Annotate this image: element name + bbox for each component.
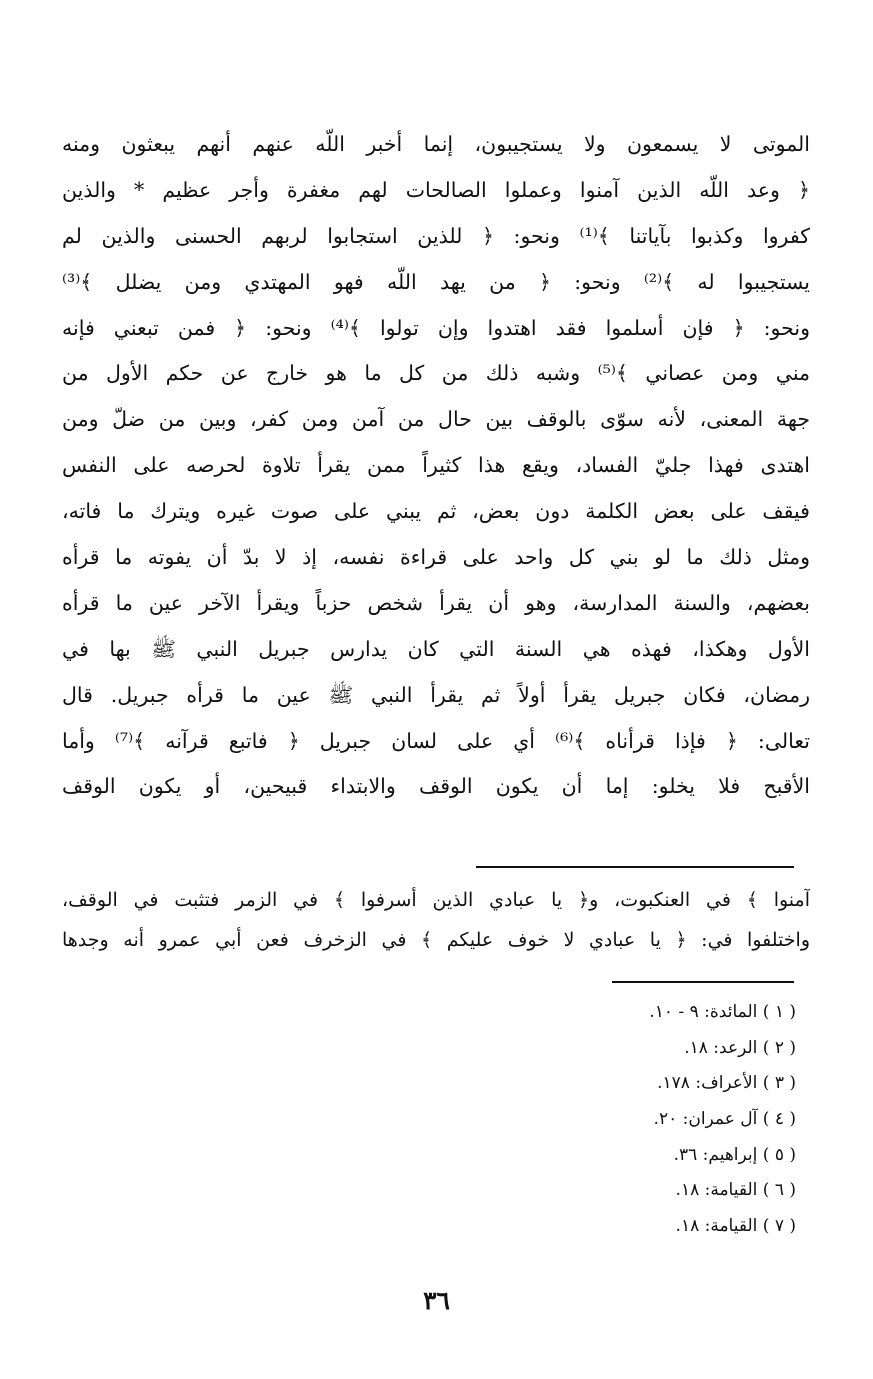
reference-item: ( ٧ ) القيامة: ١٨. [675, 1216, 796, 1237]
main-text-line: الأقبح فلا يخلو: إما أن يكون الوقف والابتداء قبيحين، أو يكون الوقف [62, 774, 810, 799]
continued-footnote-line: آمنوا ﴾ في العنكبوت، و﴿ يا عبادي الذين أسرفوا ﴾ في الزمر فتثبت في الوقف، [62, 889, 810, 911]
main-text-line: ومثل ذلك ما لو بني كل واحد على قراءة نفسه، إذ لا بدّ أن يفوته ما قرأه [62, 545, 810, 570]
reference-item: ( ٦ ) القيامة: ١٨. [675, 1180, 796, 1201]
main-text-line: جهة المعنى، لأنه سوّى بالوقف بين حال من آمن ومن كفر، وبين من ضلّ ومن [62, 407, 810, 432]
main-text-line: الموتى لا يسمعون ولا يستجيبون، إنما أخبر اللّه عنهم أنهم يبعثون ومنه [62, 132, 810, 156]
continued-footnote-line: واختلفوا في: ﴿ يا عبادي لا خوف عليكم ﴾ في الزخرف فعن أبي عمرو أنه وجدها [62, 929, 810, 951]
reference-item: ( ٤ ) آل عمران: ٢٠. [653, 1109, 796, 1130]
continued-footnote-block [62, 880, 810, 960]
main-text-line: فيقف على بعض الكلمة دون بعض، ثم يبني على صوت غيره ويترك ما فاته، [62, 499, 810, 524]
page-number: ٣٦ [423, 1286, 450, 1315]
references-list [496, 995, 796, 1245]
main-text-line: الأول وهكذا، فهذه هي السنة التي كان يدارس جبريل النبي ﷺ بها في [62, 636, 810, 661]
main-text-line: ونحو: ﴿ فإن أسلموا فقد اهتدوا وإن تولوا ﴾⁽⁴⁾ ونحو: ﴿ فمن تبعني فإنه [62, 315, 810, 340]
references-separator [612, 981, 794, 983]
main-text-line: يستجيبوا له ﴾⁽²⁾ ونحو: ﴿ من يهد اللّه فهو المهتدي ومن يضلل ﴾⁽³⁾ [62, 269, 810, 294]
main-text-line: رمضان، فكان جبريل يقرأ أولاً ثم يقرأ النبي ﷺ عين ما قرأه جبريل. قال [62, 682, 810, 707]
main-text-line: بعضهم، والسنة المدارسة، وهو أن يقرأ شخص حزباً ويقرأ الآخر عين ما قرأه [62, 590, 810, 615]
main-text-line: كفروا وكذبوا بآياتنا ﴾⁽¹⁾ ونحو: ﴿ للذين استجابوا لربهم الحسنى والذين لم [62, 223, 810, 248]
main-text-line: مني ومن عصاني ﴾⁽⁵⁾ وشبه ذلك من كل ما هو خارج عن حكم الأول من [62, 361, 810, 386]
reference-item: ( ٢ ) الرعد: ١٨. [684, 1037, 796, 1058]
reference-item: ( ٣ ) الأعراف: ١٧٨. [657, 1073, 796, 1094]
main-text-line: ﴿ وعد اللّه الذين آمنوا وعملوا الصالحات لهم مغفرة وأجر عظيم * والذين [62, 177, 810, 202]
reference-item: ( ١ ) المائدة: ٩ - ١٠. [649, 1002, 796, 1022]
reference-item: ( ٥ ) إبراهيم: ٣٦. [673, 1144, 796, 1165]
footnote-separator [476, 866, 794, 868]
main-text-line: اهتدى فهذا جليّ الفساد، ويقع هذا كثيراً ممن يقرأ تلاوة لحرصه على النفس [62, 453, 810, 478]
main-text-block [62, 122, 810, 810]
main-text-line: تعالى: ﴿ فإذا قرأناه ﴾⁽⁶⁾ أي على لسان جبريل ﴿ فاتبع قرآنه ﴾⁽⁷⁾ وأما [62, 728, 810, 753]
